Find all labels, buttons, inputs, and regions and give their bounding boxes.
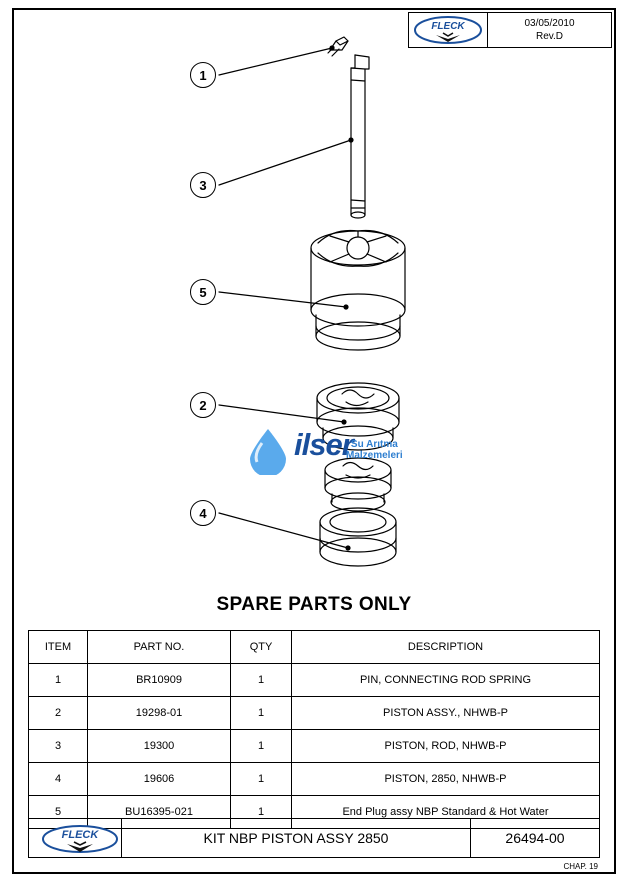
cell-description: PISTON, 2850, NHWB-P [292, 763, 600, 796]
cell-qty: 1 [231, 664, 292, 697]
fleck-logo-icon [40, 823, 110, 853]
watermark-line1: Su Arıtma [350, 439, 398, 450]
cell-item: 1 [29, 664, 88, 697]
drawing-sheet [12, 8, 616, 874]
callout-5: 5 [190, 279, 216, 305]
part-piston-2850 [320, 508, 396, 566]
drawing-number: 26494-00 [505, 830, 565, 846]
table-row [29, 664, 600, 697]
header-part-no: PART NO. [88, 631, 231, 664]
part-piston-assembly [317, 383, 399, 450]
cell-part-no: BU16395-021 [88, 796, 231, 829]
exploded-view-drawing [14, 10, 614, 620]
part-end-plug-assembly [311, 231, 405, 351]
cell-description: PISTON ASSY., NHWB-P [292, 697, 600, 730]
svg-text:FLECK: FLECK [431, 21, 465, 32]
svg-text:FLECK: FLECK [61, 829, 99, 841]
cell-description: End Plug assy NBP Standard & Hot Water [292, 796, 600, 829]
part-piston-seal-disc [325, 458, 391, 511]
cell-part-no: 19606 [88, 763, 231, 796]
drawing-date: 03/05/2010 [524, 18, 575, 29]
cell-item: 2 [29, 697, 88, 730]
watermark-brand: ilser [294, 427, 353, 462]
cell-qty: 1 [231, 763, 292, 796]
leader-line-1 [219, 48, 332, 75]
cell-part-no: 19300 [88, 730, 231, 763]
table-row [29, 763, 600, 796]
watermark-line2: Malzemeleri [346, 450, 403, 461]
header-qty: QTY [231, 631, 292, 664]
parts-table [28, 630, 600, 829]
cell-qty: 1 [231, 796, 292, 829]
cell-item: 4 [29, 763, 88, 796]
bottom-title-block [28, 818, 600, 858]
leader-line-3 [219, 140, 351, 185]
header-item: ITEM [29, 631, 88, 664]
header-description: DESCRIPTION [292, 631, 600, 664]
cell-part-no: 19298-01 [88, 697, 231, 730]
chapter-label: CHAP. 19 [563, 862, 598, 871]
callout-2: 2 [190, 392, 216, 418]
drawing-revision: Rev.D [535, 31, 564, 42]
cell-item: 5 [29, 796, 88, 829]
cell-part-no: BR10909 [88, 664, 231, 697]
cell-qty: 1 [231, 730, 292, 763]
fleck-logo-bottom [29, 819, 122, 857]
cell-item: 3 [29, 730, 88, 763]
table-row [29, 697, 600, 730]
cell-description: PIN, CONNECTING ROD SPRING [292, 664, 600, 697]
table-header-row [29, 631, 600, 664]
table-row [29, 730, 600, 763]
callout-1: 1 [190, 62, 216, 88]
drawing-title: KIT NBP PISTON ASSY 2850 [122, 819, 471, 857]
callout-4: 4 [190, 500, 216, 526]
spare-parts-heading: SPARE PARTS ONLY [216, 594, 412, 615]
cell-description: PISTON, ROD, NHWB-P [292, 730, 600, 763]
leader-line-5 [219, 292, 346, 307]
callout-3: 3 [190, 172, 216, 198]
part-piston-rod [351, 55, 369, 218]
cell-qty: 1 [231, 697, 292, 730]
